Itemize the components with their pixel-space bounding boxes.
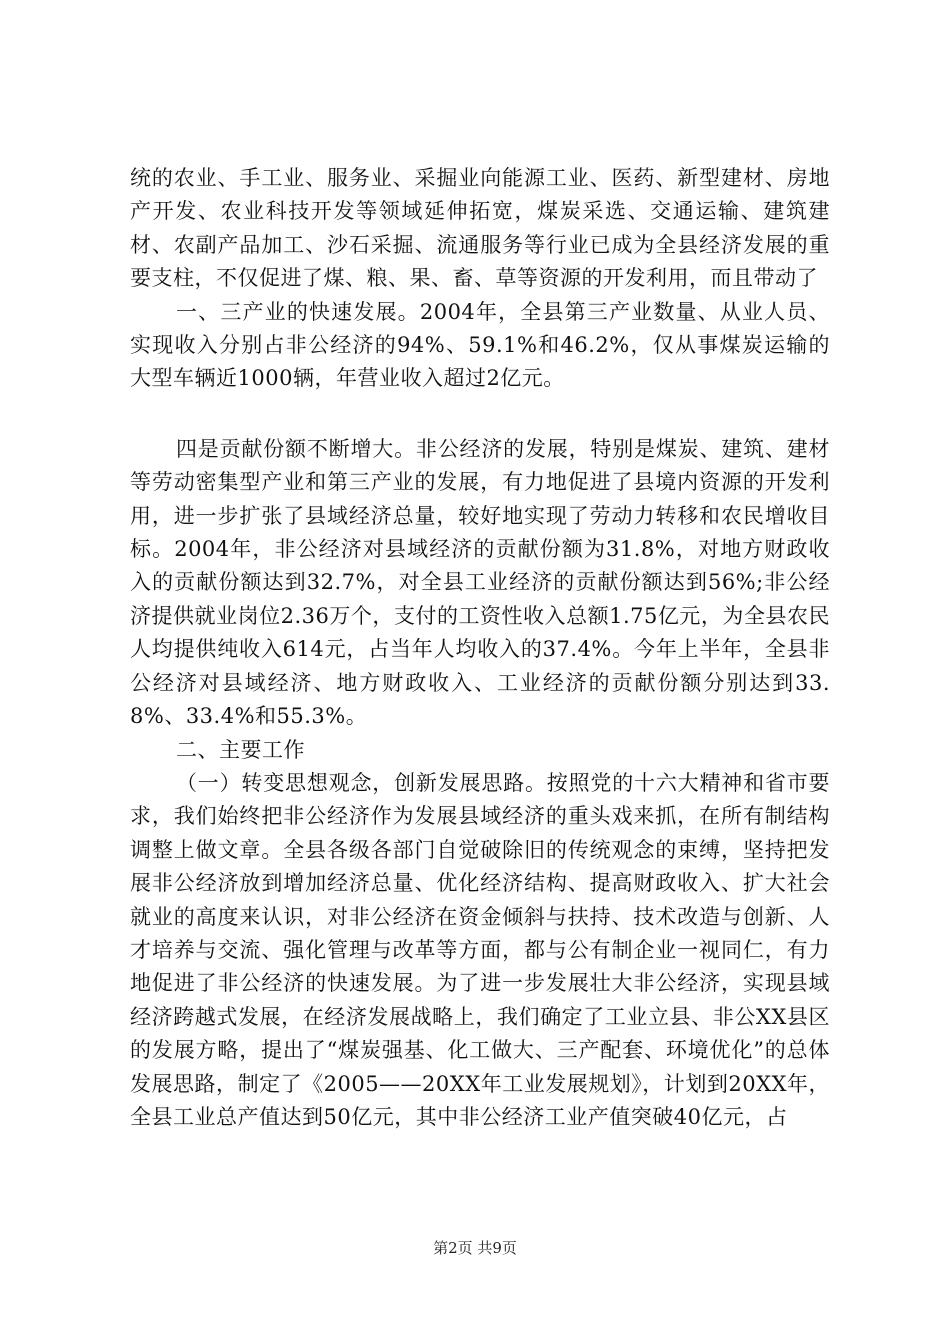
- section-heading: 二、主要工作: [176, 737, 305, 762]
- paragraph: 统的农业、手工业、服务业、采掘业向能源工业、医药、新型建材、房地产开发、农业科技开发等领域延伸拓宽，煤炭采选、交通运输、建筑建材、农副产品加工、沙石采掘、流通服务等行业已成为全县经济发展的重要支柱，不仅促进了煤、粮、果、畜、草等资源的开发利用，而且带动了: [130, 166, 830, 291]
- paragraph: （一）转变思想观念，创新发展思路。按照党的十六大精神和省市要求，我们始终把非公经济作为发展县域经济的重头戏来抓，在所有制结构调整上做文章。全县各级各部门自觉破除旧的传统观念的束缚，坚持把发展非公经济放到增加经济总量、优化经济结构、提高财政收入、扩大社会就业的高度来认识，对非公经济在资金倾斜与扶持、技术改造与创新、人才培养与交流、强化管理与改革等方面，都与公有制企业一视同仁，有力地促进了非公经济的快速发展。为了进一步发展壮大非公经济，实现县域经济跨越式发展，在经济发展战略上，我们确定了工业立县、非公XX县区的发展方略，提出了“煤炭强基、化工做大、三产配套、环境优化”的总体发展思路，制定了《2005——20XX年工业发展规划》，计划到20XX年，全县工业总产值达到50亿元，其中非公经济工业产值突破40亿元，占: [130, 770, 830, 1129]
- document-body: [130, 162, 830, 1134]
- page-footer: 第2页 共9页: [433, 1239, 517, 1257]
- paragraph: 四是贡献份额不断增大。非公经济的发展，特别是煤炭、建筑、建材等劳动密集型产业和第三产业的发展，有力地促进了县境内资源的开发利用，进一步扩张了县域经济总量，较好地实现了劳动力转移和农民增收目标。2004年，非公经济对县域经济的贡献份额为31.8%，对地方财政收入的贡献份额达到32.7%，对全县工业经济的贡献份额达到56%;非公经济提供就业岗位2.36万个，支付的工资性收入总额1.75亿元，为全县农民人均提供纯收入614元，占当年人均收入的37.4%。今年上半年，全县非公经济对县域经济、地方财政收入、工业经济的贡献份额分别达到33.8%、33.4%和55.3%。: [130, 436, 830, 729]
- paragraph-gap: [130, 396, 830, 433]
- paragraph: 一、三产业的快速发展。2004年，全县第三产业数量、从业人员、实现收入分别占非公经济的94%、59.1%和46.2%，仅从事煤炭运输的大型车辆近1000辆，年营业收入超过2亿元。: [130, 299, 830, 391]
